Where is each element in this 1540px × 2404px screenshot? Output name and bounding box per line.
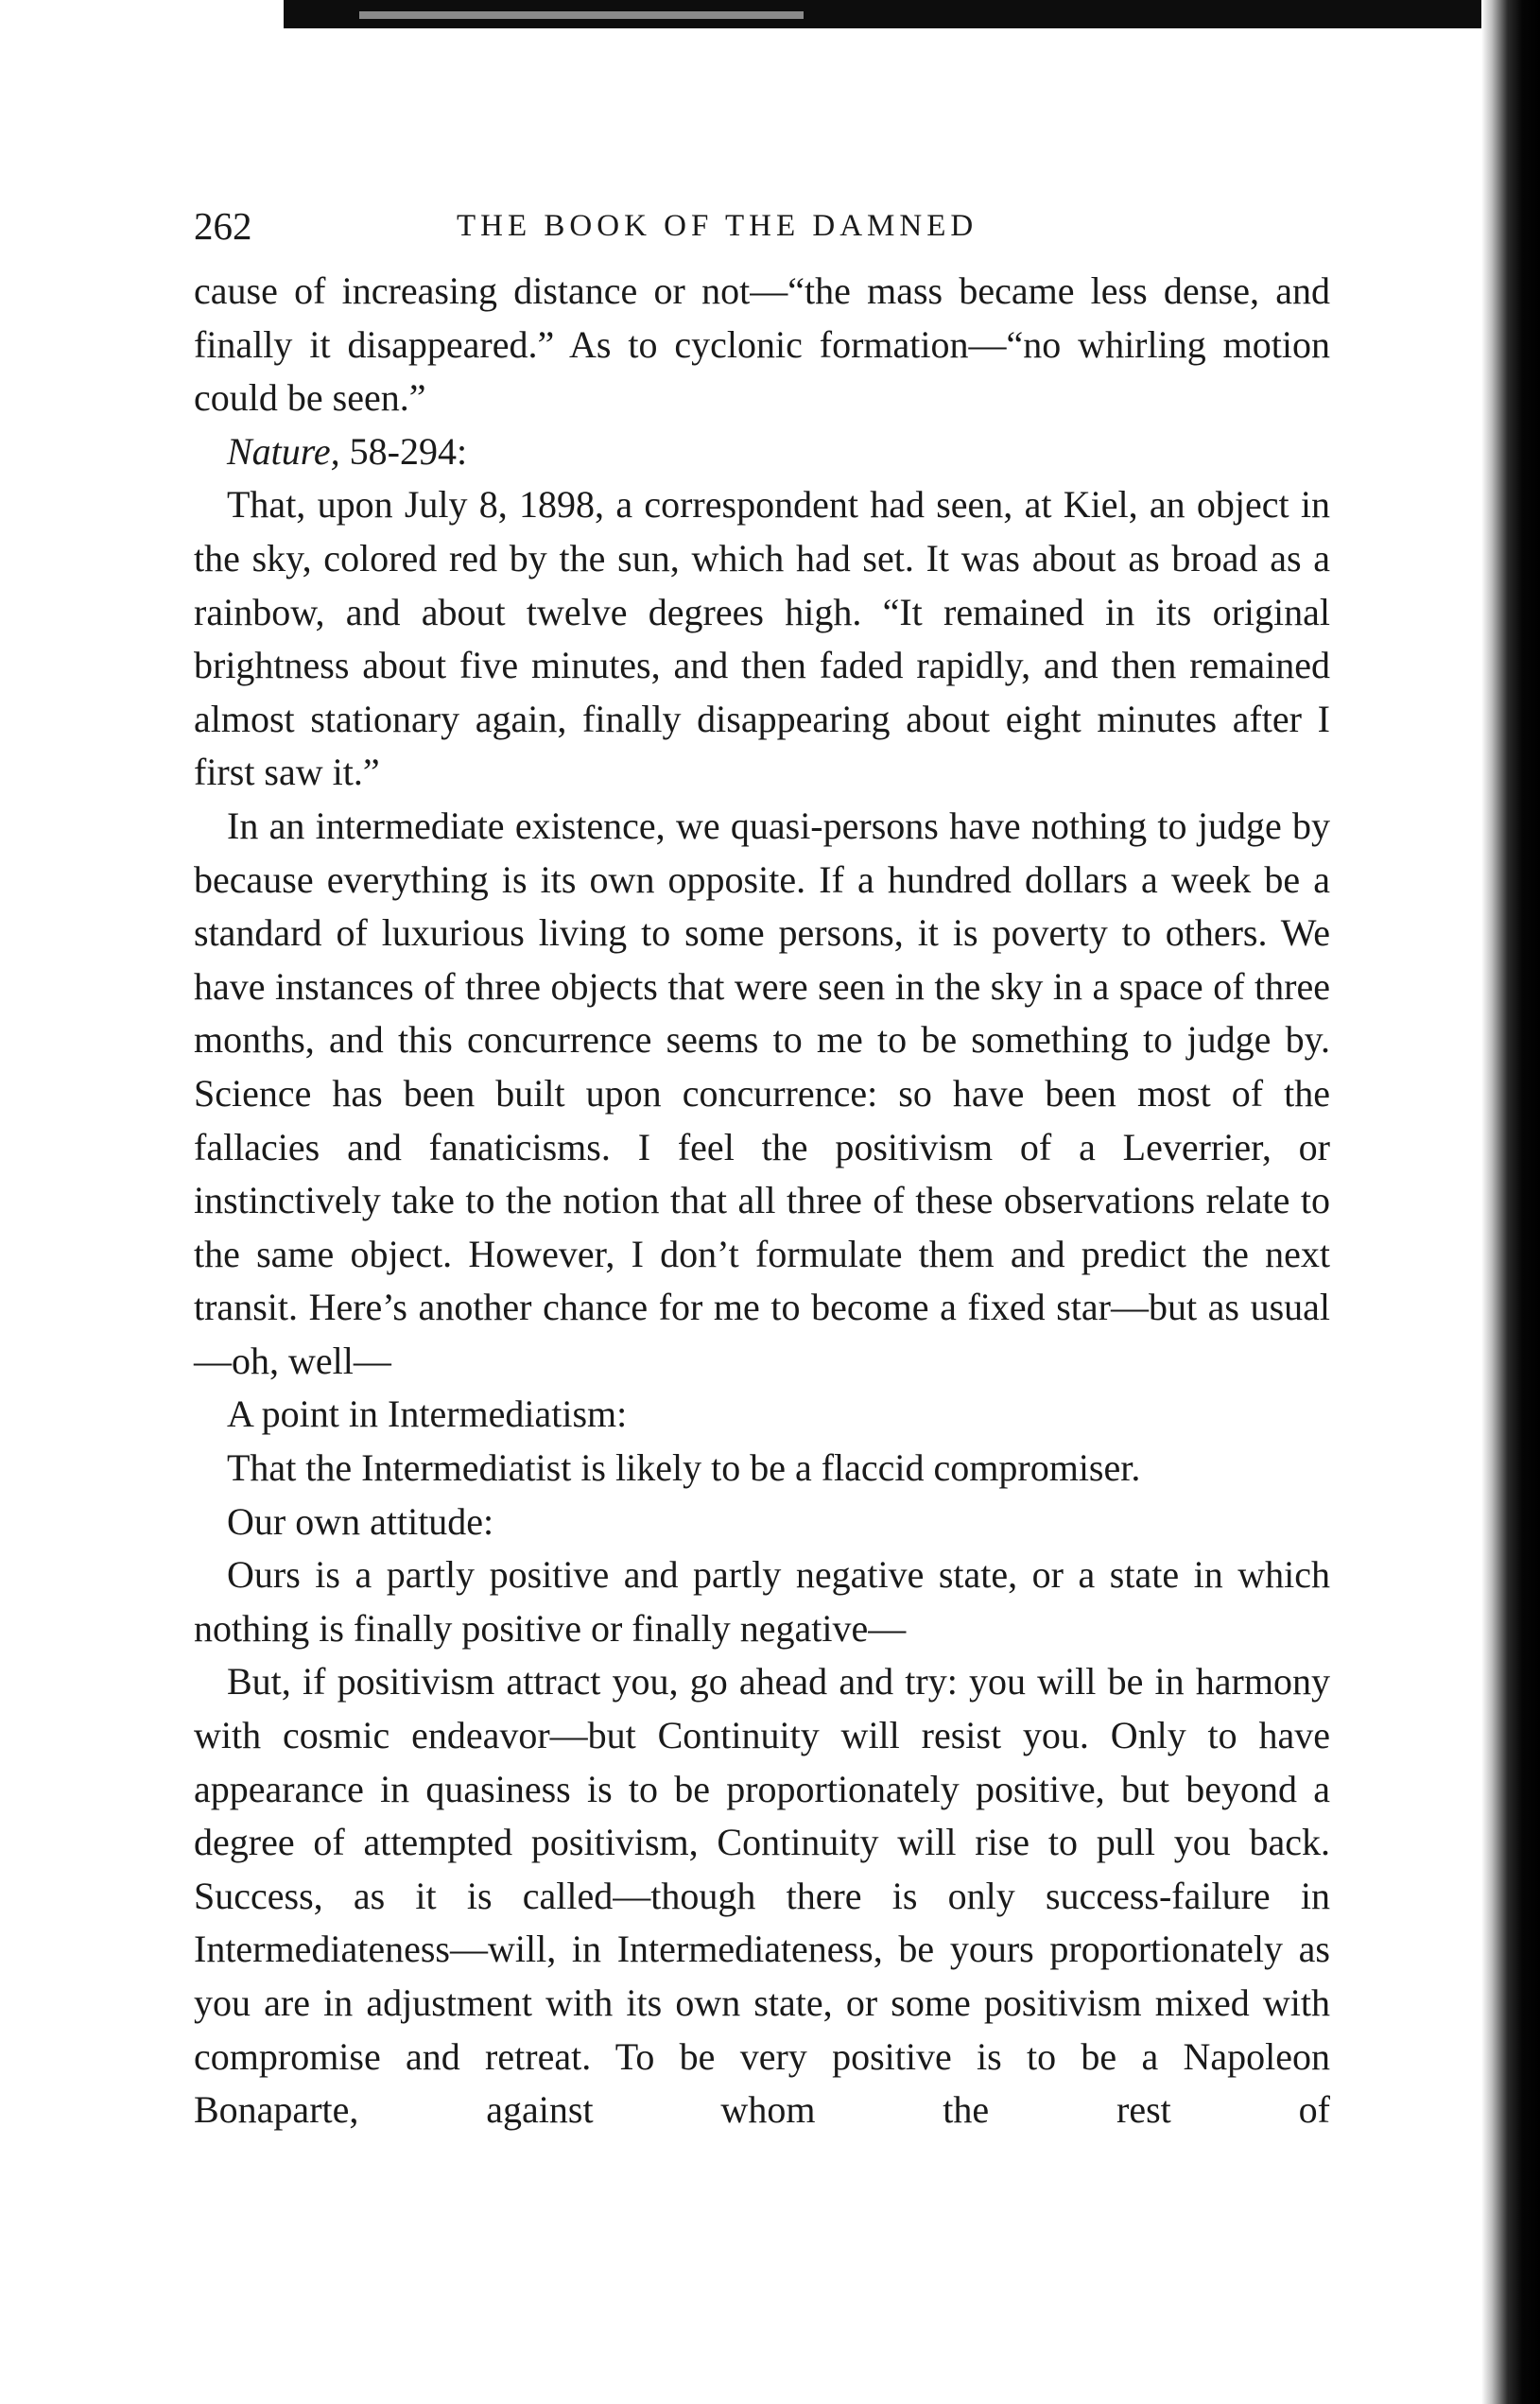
page-number: 262 (194, 204, 252, 248)
citation-line (194, 425, 1330, 479)
paragraph-point-in-intermediatism: A point in Intermediatism: (227, 1392, 628, 1436)
scan-top-edge-gap (359, 11, 804, 19)
paragraph-our-attitude: Our own attitude: (227, 1499, 494, 1543)
page-header (194, 197, 1330, 255)
paragraph-partly-positive: Ours is a partly positive and partly negative state, or a state in which nothing is finally positive or finally negative— (194, 1553, 1330, 1650)
paragraph-positivism: But, if positivism attract you, go ahead and try: you will be in harmony with cosmic endeavor—but Continuity will resist you. Only to have appearance in quasiness is to be proportionately positive, but beyond a degree of attempted positivism, Continuity will rise to pull you back. Success, as it is called—though there is only success-failure in Intermediateness—will, in Intermediateness, be yours proportionately as you are in adjustment with its own state, or some positivism mixed with compromise and retreat. To be very positive is to be a Napoleon Bonaparte, against whom the rest of (194, 1660, 1330, 2132)
page-body (194, 265, 1330, 2137)
running-title: THE BOOK OF THE DAMNED (457, 209, 978, 243)
scan-right-edge (1481, 0, 1540, 2404)
paragraph-continued: cause of increasing distance or not—“the mass became less dense, and finally it disappeared.” As to cyclonic formation—“no whirling motion could be seen.” (194, 269, 1330, 420)
paragraph-kiel-observation: That, upon July 8, 1898, a correspondent had seen, at Kiel, an object in the sky, colored red by the sun, which had set. It was about as broad as a rainbow, and about twelve degrees high. “It remained in its original brightness about five minutes, and then faded rapidly, and then remained almost stationary again, finally disappearing about eight minutes after I first saw it.” (194, 483, 1330, 794)
citation-source: Nature, (227, 429, 340, 473)
paragraph-flaccid-compromiser: That the Intermediatist is likely to be a flaccid compromiser. (227, 1446, 1141, 1490)
paragraph-intermediate-existence: In an intermediate existence, we quasi-persons have nothing to judge by because everything is its own opposite. If a hundred dollars a week be a standard of luxurious living to some persons, it is poverty to others. We have instances of three objects that were seen in the sky in a space of three months, and this concurrence seems to me to be something to judge by. Science has been built upon concurrence: so have been most of the fallacies and fanaticisms. I feel the positivism of a Leverrier, or instinctively take to the notion that all three of these observations relate to the same object. However, I don’t formulate them and predict the next transit. Here’s another chance for me to become a fixed star—but as usual—oh, well— (194, 804, 1330, 1382)
citation-reference: 58-294: (339, 429, 468, 473)
